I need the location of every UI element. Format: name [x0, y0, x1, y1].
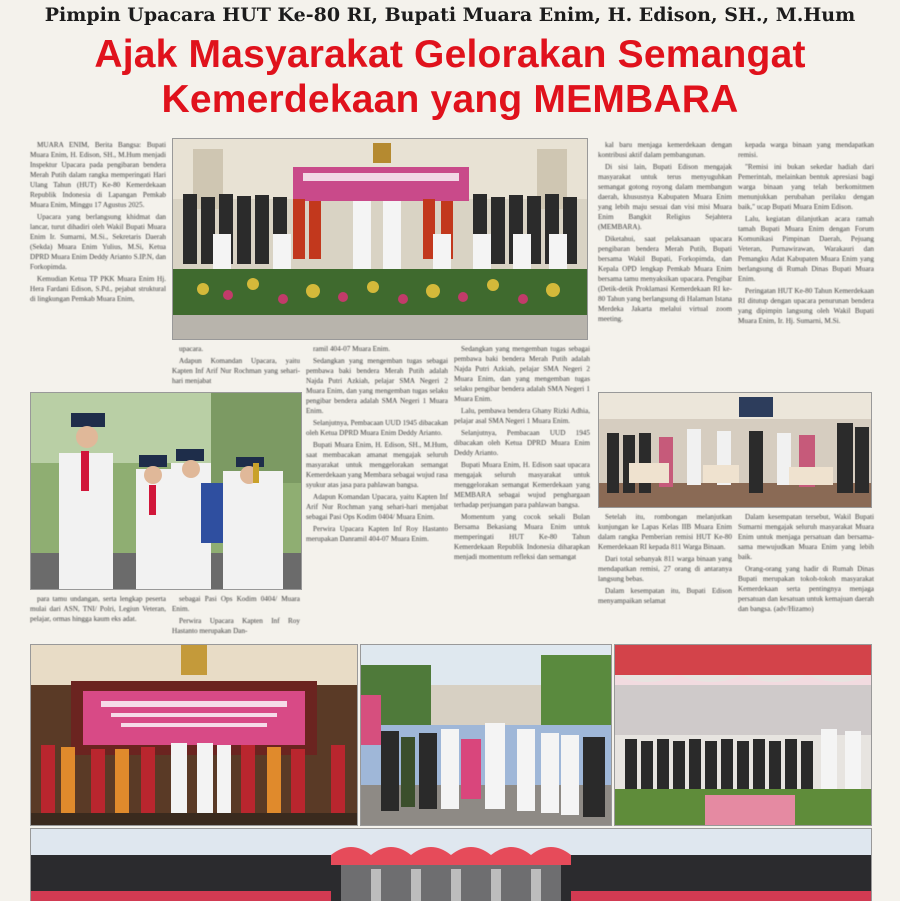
article-paragraph: Sedangkan yang mengemban tugas sebagai pembawa baki bendera Merah Putih adalah Najda Putri Azkiah, pelajar SMA Negeri 2 Muara Enim, dan yang mengemban tugas selaku pengibar bendera adalah SMA Negeri 1 Muara Enim. [306, 357, 448, 415]
article-paragraph: ramil 404-07 Muara Enim. [313, 345, 391, 353]
text-column-1-bottom [30, 594, 166, 640]
article-paragraph: "Remisi ini bukan sekedar hadiah dari Pemerintah, melainkan bentuk apresiasi bagi warga binaan yang telah berkomitmen menunjukkan perubahan perilaku dengan baik," ucap Bupati Muara Enim Edison. [738, 163, 874, 211]
article-paragraph: Bupati Muara Enim, H. Edison saat upacara mengajak seluruh masyarakat untuk menggelorakan semangat Kemerdekaan yang MEMBARA sebagai wujud penghargaan terhadap perjuangan para pahlawan bangsa. [454, 461, 590, 509]
article-paragraph: MUARA ENIM, Berita Bangsa: Bupati Muara Enim, H. Edison, SH., M.Hum menjadi Inspektur Upacara pada pengibaran bendera Merah Putih dalam rangka memperingati Hari Ulang Tahun (HUT) Ke-80 Kemerdekaan Republik Indonesia di Lapangan Pemkab Muara Enim, Minggu 17 Agustus 2025. [30, 141, 166, 209]
article-paragraph: Momentum yang cocok sekali Bulan Bersama Bekasiang Muara Enim untuk memperingati HUT Ke-80 Tahun Kemerdekaan Republik Indonesia diharapkan menjadi momentum refleksi dan semangat [454, 513, 590, 561]
text-column-5-bottom [598, 512, 732, 640]
text-column-6-top [738, 140, 874, 385]
photo-group-ceremony [172, 138, 588, 340]
text-column-1-top [30, 140, 166, 332]
article-paragraph: sebagai Pasi Ops Kodim 0404/ Muara Enim. [172, 595, 300, 613]
article-paragraph: Dalam kesempatan itu, Bupati Edison menyampaikan selamat [598, 587, 732, 605]
text-column-2-bottom [172, 594, 300, 640]
article-paragraph: kal baru menjaga kemerdekaan dengan kontribusi aktif dalam pembangunan. [598, 141, 732, 159]
article-paragraph: Kemudian Ketua TP PKK Muara Enim Hj. Hera Fardani Edison, S.Pd., pejabat struktural di lingkungan Pemkab Muara Enim, [30, 275, 166, 303]
text-column-3 [306, 344, 448, 640]
photo-flag-raisers [30, 392, 302, 590]
article-paragraph: Di sisi lain, Bupati Edison mengajak masyarakat untuk terus menyuguhkan semangat gotong royong dalam membangun daerah, khususnya Kabupaten Muara Enim yang lebih maju sesuai dan visi misi Muara Enim Bangkit Religius Sejahtera (MEMBARA). [598, 163, 732, 231]
photo-building-facade [30, 828, 872, 901]
article-paragraph: kepada warga binaan yang mendapatkan remisi. [738, 141, 874, 159]
headline-line-1: Ajak Masyarakat Gelorakan Semangat [94, 33, 806, 76]
article-paragraph: para tamu undangan, serta lengkap peserta mulai dari ASN, TNI/ Polri, Legiun Veteran, pelajar, ormas hingga kaum eks adat. [30, 595, 166, 623]
article-paragraph: upacara. [179, 345, 204, 353]
article-paragraph: Dalam kesempatan tersebut, Wakil Bupati Sumarni mengajak seluruh masyarakat Muara Enim untuk menjaga persatuan dan bersama-sama mewujudkan Muara Enim yang lebih baik. [738, 513, 874, 561]
text-column-2-mid [172, 344, 300, 384]
article-paragraph: Dari total sebanyak 811 warga binaan yang mendapatkan remisi, 27 orang di antaranya langsung bebas. [598, 555, 732, 583]
photo-tent-crowd [614, 644, 872, 826]
article-kicker: Pimpin Upacara HUT Ke-80 RI, Bupati Muara Enim, H. Edison, SH., M.Hum [44, 4, 856, 26]
photo-remission-event [598, 392, 872, 508]
text-column-6-bottom [738, 512, 874, 640]
article-paragraph: Bupati Muara Enim, H. Edison, SH., M.Hum, saat membacakan amanat mengajak seluruh masyarakat untuk menggelorakan semangat Kemerdekaan yang Membara sebagai wujud rasa syukur atas jasa para pahlawan bangsa. [306, 441, 448, 489]
article-paragraph: Adapun Komandan Upacara, yaitu Kapten Inf Arif Nur Rochman yang sehari-hari menjabat sebagai Pasi Ops Kodim 0404/ Muara Enim. [306, 493, 448, 521]
text-column-5-top [598, 140, 732, 385]
text-column-4 [454, 344, 590, 640]
article-paragraph: Selanjutnya, Pembacaan UUD 1945 dibacakan oleh Ketua DPRD Muara Enim Deddy Arianto. [454, 429, 590, 457]
headline-line-2: Kemerdekaan yang MEMBARA [161, 78, 739, 121]
article-paragraph: Adapun Komandan Upacara, yaitu Kapten Inf Arif Nur Rochman yang sehari-hari menjabat [172, 357, 300, 384]
article-paragraph: Perwira Upacara Kapten Inf Roy Hastanto merupakan Danramil 404-07 Muara Enim. [306, 525, 448, 543]
article-paragraph: Lalu, pembawa bendera Ghany Rizki Adhia, pelajar asal SMA Negeri 1 Muara Enim. [454, 407, 590, 425]
article-paragraph: Perwira Upacara Kapten Inf Roy Hastanto merupakan Dan- [172, 617, 300, 635]
photo-guests-outdoor [360, 644, 612, 826]
article-paragraph: Setelah itu, rombongan melanjutkan kunjungan ke Lapas Kelas IIB Muara Enim dalam rangka Pemberian remisi HUT Ke-80 Kemerdekaan RI kepada 811 Warga Binaan. [598, 513, 732, 551]
article-paragraph: Upacara yang berlangsung khidmat dan lancar, turut dihadiri oleh Wakil Bupati Muara Enim Ir. Sumarni, M.Si., Sekretaris Daerah (Sekda) Muara Enim Yulius, M.Si, Ketua DPRD Muara Enim Deddy Arianto S.IP.N, dan Forkopimda. [30, 213, 166, 271]
article-paragraph: Selanjutnya, Pembacaan UUD 1945 dibacakan oleh Ketua DPRD Muara Enim Deddy Arianto. [306, 419, 448, 437]
photo-ramah-tamah [30, 644, 358, 826]
article-paragraph: Orang-orang yang hadir di Rumah Dinas Bupati merupakan tokoh-tokoh masyarakat Kemerdekaan serta pentingnya menjaga persatuan dan kesatuan untuk kemajuan daerah dan bangsa. (adv/Hizamo) [738, 565, 874, 613]
article-paragraph: Sedangkan yang mengemban tugas sebagai pembawa baki bendera Merah Putih adalah Najda Putri Azkiah, pelajar SMA Negeri 2 Muara Enim, dan yang mengemban tugas selaku pengibar bendera adalah SMA Negeri 1 Muara Enim. [454, 345, 590, 403]
article-headline [0, 32, 900, 122]
article-paragraph: Diketahui, saat pelaksanaan upacara pengibaran bendera Merah Putih, Bupati bersama Wakil Bupati, Forkopimda, dan Kepala OPD lengkap Pemkab Muara Enim bersama tamu menyaksikan upacara. Pengibar (Detik-detik Proklamasi Kemerdekaan RI ke-80 Tahun yang berlangsung di Halaman Istana Merdeka Jakarta melalui virtual zoom meeting. [598, 235, 732, 323]
article-paragraph: Lalu, kegiatan dilanjutkan acara ramah tamah Bupati Muara Enim dengan Forum Komunikasi Pimpinan Daerah, Pejuang Veteran, Purnawirawan, Warakauri dan Pemangku Adat Kabupaten Muara Enim yang berlangsung di Rumah Dinas Bupati Muara Enim. [738, 215, 874, 283]
article-paragraph: Peringatan HUT Ke-80 Tahun Kemerdekaan RI ditutup dengan upacara penurunan bendera yang dipimpin langsung oleh Wakil Bupati Muara Enim, Ir. Hj. Sumarni, M.Si. [738, 287, 874, 325]
